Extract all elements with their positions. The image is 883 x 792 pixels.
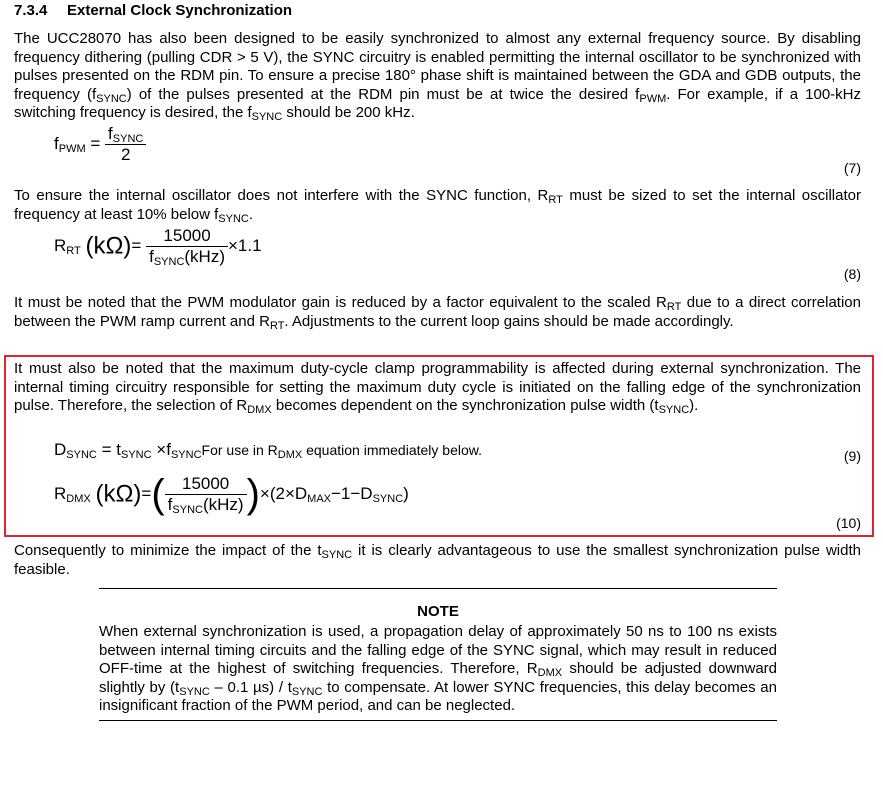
equation-10: $R_{DMX}$ (kΩ)=( $\frac{15000}{f_{SYNC}(kHz)}$ )$\times(2\times D_{MAX}-1-D_{SYNC})$ <box>54 472 409 516</box>
note-body: When external synchronization is used, a propagation delay of approximately 50 ns to 100 ns exists between internal timing circuits and the falling edge of the SYNC signal, which may result in reduced OFF-time at the highest of switching frequencies. Therefore, $R_{DMX}$ should be adjusted downward slightly by ($t_{SYNC} - 0.1$ $\mu s) / t_{SYNC}$ to compensate. At lower SYNC frequencies, this delay becomes an insignificant fraction of the PWM period, and can be neglected. <box>99 623 778 715</box>
section-number: 7.3.4 <box>14 2 48 19</box>
paragraph-oscillator: To ensure the internal oscillator does not interfere with the SYNC function, $R_{RT}$ must be sized to set the internal oscillator frequency at least 10% below $f_{SYNC}$. <box>14 187 861 225</box>
paragraph-duty-cycle: It must also be noted that the maximum duty-cycle clamp programmability is affected during external synchronization. The internal timing circuitry responsible for setting the maximum duty cycle is initiated on the falling edge of the synchronization pulse. Therefore, the selection of $R_{DMX}$ becomes dependent on the synchronization pulse width $(t_{SYNC})$. <box>14 360 861 417</box>
equation-7: $f_{PWM}$ = $\frac{f_{SYNC}}{2}$ <box>54 124 146 165</box>
equation-number-10: (10) <box>836 515 861 531</box>
section-heading <box>14 2 292 19</box>
note-title: NOTE <box>417 603 459 620</box>
equation-number-9: (9) <box>843 448 861 464</box>
equation-8: $R_{RT}$ (kΩ)= $\frac{15000}{f_{SYNC}(kHz)}$ ×1.1 <box>54 226 262 268</box>
paragraph-intro: The UCC28070 has also been designed to be easily synchronized to almost any external frequency source. By disabling frequency dithering (pulling CDR > 5 V), the SYNC circuitry is enabled permitting the internal oscillator to be synchronized with pulses presented on the RDM pin. To ensure a precise 180° phase shift is maintained between the GDA and GDB outputs, the frequency $(f_{SYNC})$ of the pulses presented at the RDM pin must be at twice the desired $f_{PWM}$. For example, if a 100-kHz switching frequency is desired, the $f_{SYNC}$ should be 200 kHz. <box>14 30 861 124</box>
section-title: External Clock Synchronization <box>67 2 293 19</box>
equation-9: $D_{SYNC} = t_{SYNC} \times f_{SYNC}For$ use in $R_{DMX}$ equation immediately below. <box>54 440 482 461</box>
equation-number-7: (7) <box>843 160 861 176</box>
paragraph-conclusion: Consequently to minimize the impact of the $t_{SYNC}$ it is clearly advantageous to use the smallest synchronization pulse width feasible. <box>14 542 861 578</box>
paragraph-modulator-gain: It must be noted that the PWM modulator gain is reduced by a factor equivalent to the scaled $R_{RT}$ due to a direct correlation between the PWM ramp current and $R_{RT}$. Adjustments to the current loop gains should be made accordingly. <box>14 294 861 332</box>
note-box <box>99 588 777 721</box>
equation-number-8: (8) <box>843 266 861 282</box>
